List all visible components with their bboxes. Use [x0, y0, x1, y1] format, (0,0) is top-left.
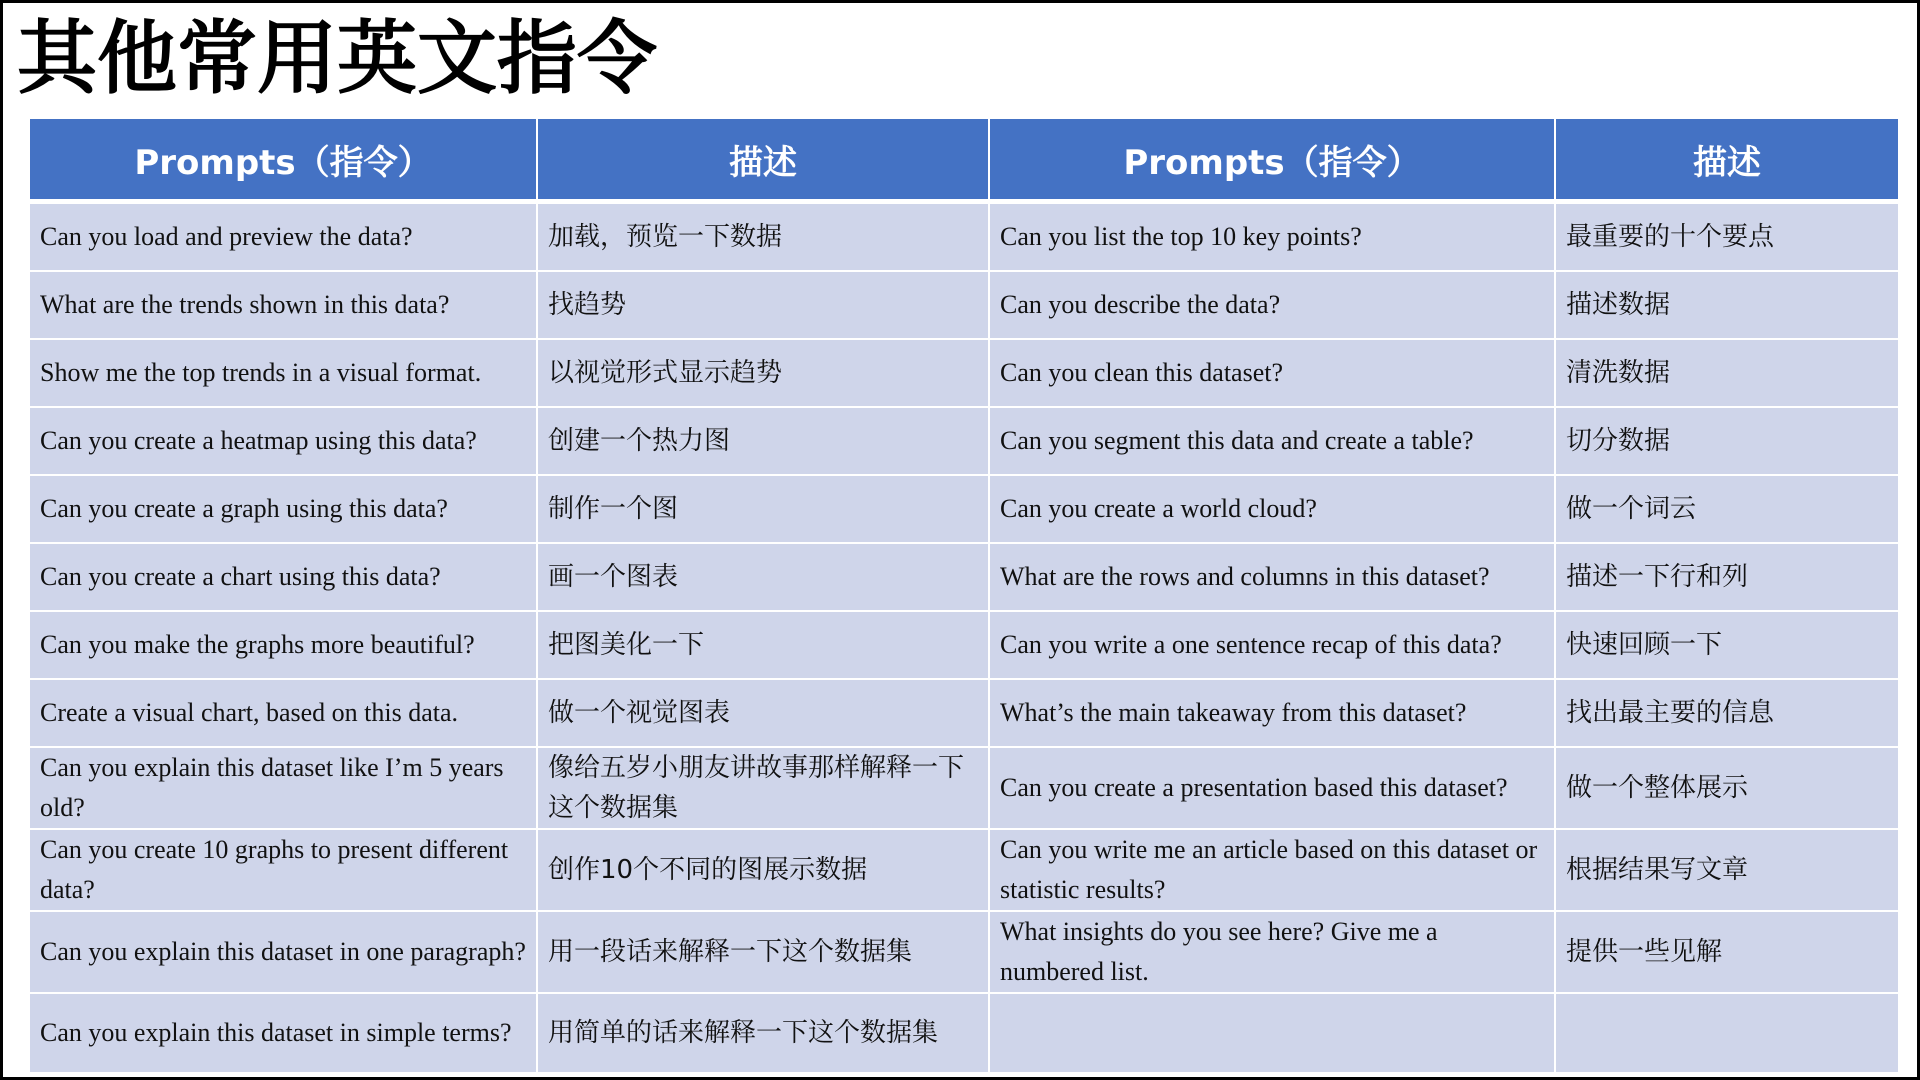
description-cell: 做一个词云: [1555, 475, 1898, 543]
table-row: [30, 339, 1898, 407]
table-row: [30, 611, 1898, 679]
description-cell: 用一段话来解释一下这个数据集: [537, 911, 989, 993]
description-cell: 提供一些见解: [1555, 911, 1898, 993]
prompt-cell: Can you segment this data and create a table?: [989, 407, 1555, 475]
prompt-cell: Can you write me an article based on this dataset or statistic results?: [989, 829, 1555, 911]
table-row: [30, 202, 1898, 272]
prompt-cell: Can you clean this dataset?: [989, 339, 1555, 407]
header-row: [30, 119, 1898, 202]
description-cell: 加载，预览一下数据: [537, 202, 989, 272]
table-row: [30, 407, 1898, 475]
description-cell: 创建一个热力图: [537, 407, 989, 475]
prompt-cell: Can you explain this dataset like I’m 5 years old?: [30, 747, 537, 829]
description-cell: 描述一下行和列: [1555, 543, 1898, 611]
prompt-cell: Can you describe the data?: [989, 271, 1555, 339]
header-description-right: 描述: [1555, 119, 1898, 202]
table-row: [30, 271, 1898, 339]
prompt-cell: Can you list the top 10 key points?: [989, 202, 1555, 272]
description-cell: 像给五岁小朋友讲故事那样解释一下这个数据集: [537, 747, 989, 829]
header-prompts-right: Prompts（指令）: [989, 119, 1555, 202]
prompt-cell: [989, 993, 1555, 1072]
description-cell: 切分数据: [1555, 407, 1898, 475]
prompt-cell: Create a visual chart, based on this data.: [30, 679, 537, 747]
prompt-cell: Can you load and preview the data?: [30, 202, 537, 272]
prompt-cell: What’s the main takeaway from this dataset?: [989, 679, 1555, 747]
description-cell: 用简单的话来解释一下这个数据集: [537, 993, 989, 1072]
description-cell: 清洗数据: [1555, 339, 1898, 407]
description-cell: [1555, 993, 1898, 1072]
description-cell: 创作10个不同的图展示数据: [537, 829, 989, 911]
prompt-cell: What insights do you see here? Give me a numbered list.: [989, 911, 1555, 993]
prompt-cell: Can you create 10 graphs to present different data?: [30, 829, 537, 911]
prompt-cell: Can you make the graphs more beautiful?: [30, 611, 537, 679]
prompt-cell: Can you create a heatmap using this data?: [30, 407, 537, 475]
table-row: [30, 993, 1898, 1072]
table-row: [30, 679, 1898, 747]
prompt-cell: Can you explain this dataset in simple terms?: [30, 993, 537, 1072]
prompt-cell: What are the trends shown in this data?: [30, 271, 537, 339]
prompt-cell: Show me the top trends in a visual format.: [30, 339, 537, 407]
prompt-cell: Can you create a world cloud?: [989, 475, 1555, 543]
prompt-cell: Can you write a one sentence recap of this data?: [989, 611, 1555, 679]
prompt-cell: Can you create a chart using this data?: [30, 543, 537, 611]
table-row: [30, 747, 1898, 829]
header-prompts-left: Prompts（指令）: [30, 119, 537, 202]
description-cell: 以视觉形式显示趋势: [537, 339, 989, 407]
prompt-cell: Can you create a graph using this data?: [30, 475, 537, 543]
description-cell: 做一个视觉图表: [537, 679, 989, 747]
prompt-cell: Can you explain this dataset in one paragraph?: [30, 911, 537, 993]
description-cell: 做一个整体展示: [1555, 747, 1898, 829]
description-cell: 描述数据: [1555, 271, 1898, 339]
table-row: [30, 543, 1898, 611]
table-row: [30, 829, 1898, 911]
description-cell: 画一个图表: [537, 543, 989, 611]
description-cell: 最重要的十个要点: [1555, 202, 1898, 272]
description-cell: 找出最主要的信息: [1555, 679, 1898, 747]
prompts-table: [30, 119, 1898, 1072]
table-row: [30, 911, 1898, 993]
description-cell: 制作一个图: [537, 475, 989, 543]
description-cell: 找趋势: [537, 271, 989, 339]
description-cell: 快速回顾一下: [1555, 611, 1898, 679]
prompt-cell: What are the rows and columns in this dataset?: [989, 543, 1555, 611]
table-row: [30, 475, 1898, 543]
slide-title: 其他常用英文指令: [17, 12, 657, 105]
description-cell: 根据结果写文章: [1555, 829, 1898, 911]
description-cell: 把图美化一下: [537, 611, 989, 679]
header-description-left: 描述: [537, 119, 989, 202]
prompt-cell: Can you create a presentation based this dataset?: [989, 747, 1555, 829]
